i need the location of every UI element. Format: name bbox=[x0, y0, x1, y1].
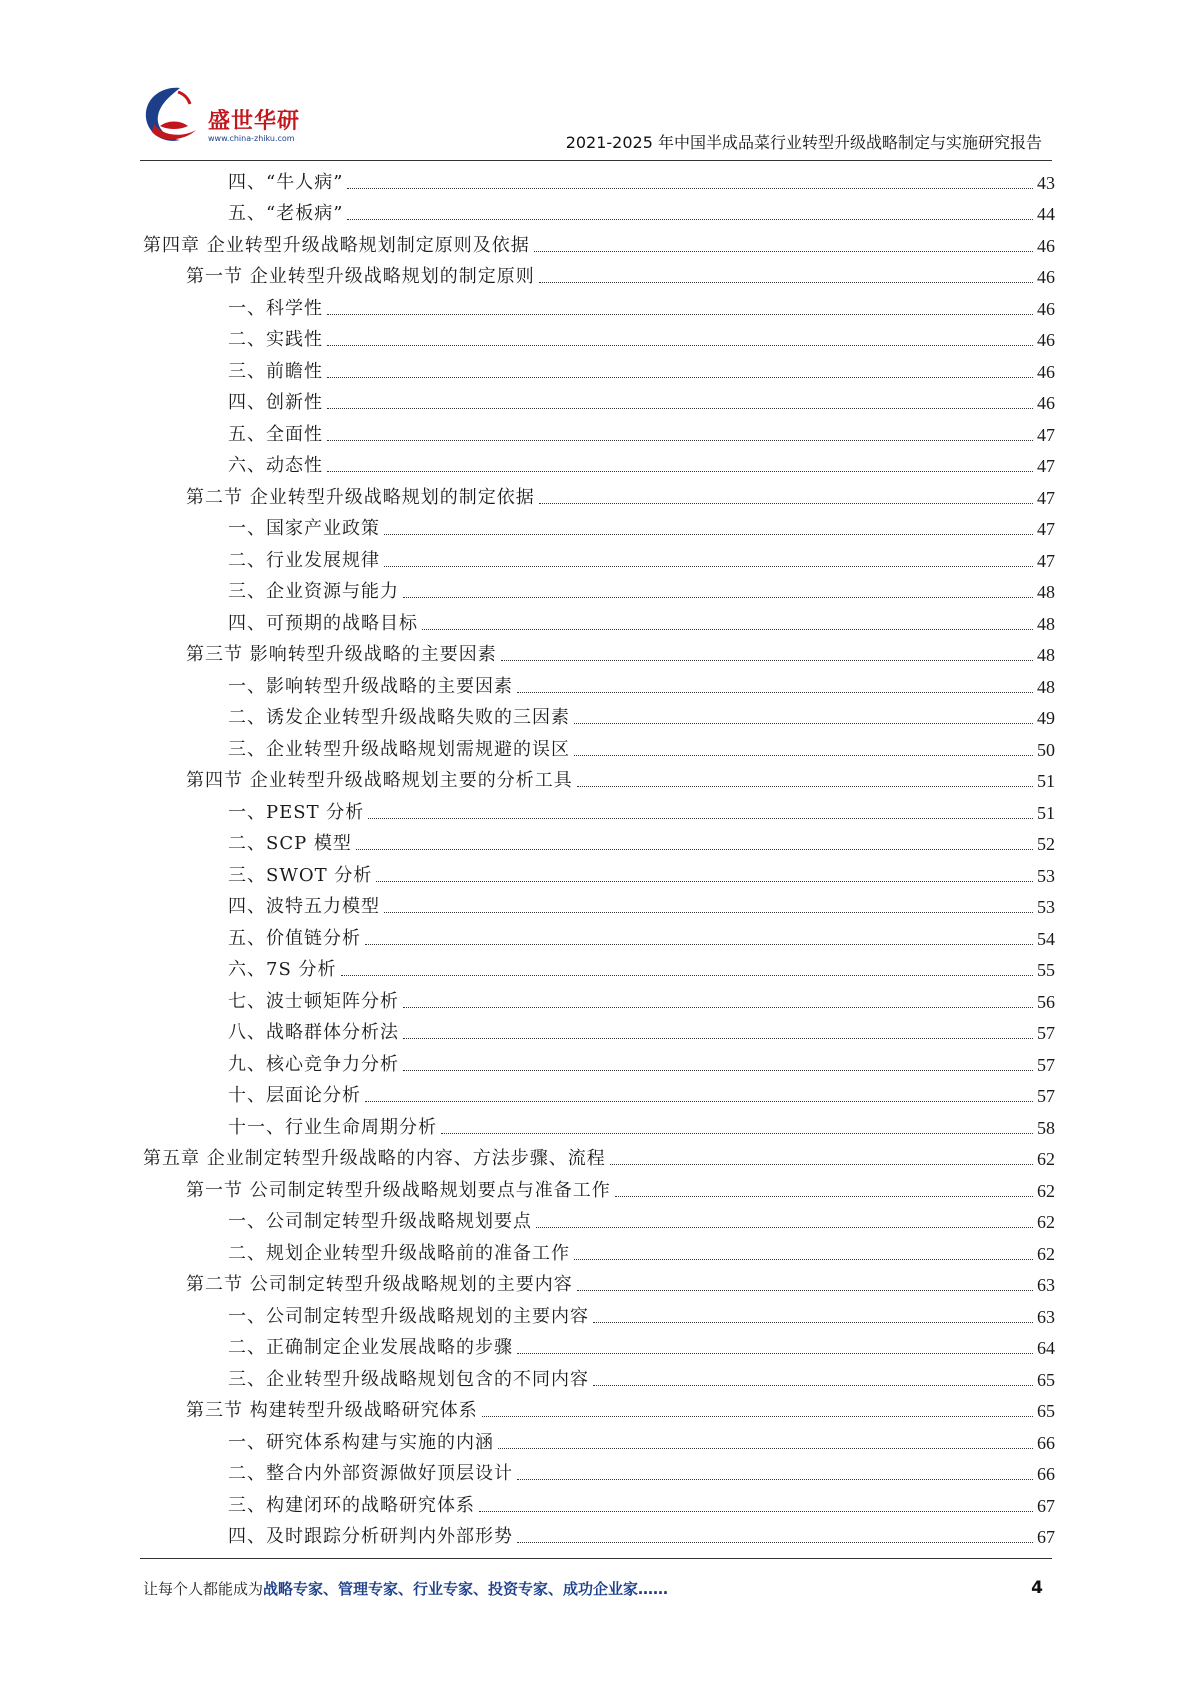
toc-entry[interactable] bbox=[143, 603, 1055, 635]
toc-entry-page: 65 bbox=[1037, 1401, 1055, 1421]
toc-leader-dots bbox=[347, 188, 1033, 189]
toc-entry-title: 三、前瞻性 bbox=[228, 360, 323, 382]
toc-entry-title: 一、国家产业政策 bbox=[228, 518, 380, 539]
toc-entry-title: 六、7S 分析 bbox=[228, 959, 337, 980]
toc-entry-title: 四、波特五力模型 bbox=[228, 896, 380, 917]
toc-leader-dots bbox=[368, 818, 1033, 819]
toc-entry[interactable] bbox=[143, 698, 1055, 730]
toc-leader-dots bbox=[441, 1133, 1033, 1134]
toc-leader-dots bbox=[327, 440, 1033, 441]
toc-leader-dots bbox=[479, 1511, 1033, 1512]
toc-leader-dots bbox=[577, 1290, 1033, 1291]
toc-leader-dots bbox=[574, 755, 1033, 756]
toc-entry[interactable] bbox=[143, 540, 1055, 572]
toc-leader-dots bbox=[577, 786, 1033, 787]
logo-swoosh-icon bbox=[140, 84, 204, 148]
toc-entry[interactable] bbox=[143, 1265, 1055, 1297]
toc-leader-dots bbox=[517, 1542, 1033, 1543]
toc-leader-dots bbox=[327, 471, 1033, 472]
toc-leader-dots bbox=[365, 944, 1033, 945]
toc-leader-dots bbox=[341, 975, 1033, 976]
toc-entry-page: 43 bbox=[1037, 172, 1055, 193]
toc-leader-dots bbox=[356, 849, 1033, 850]
toc-entry[interactable] bbox=[143, 1044, 1055, 1076]
toc-entry-title: 十、层面论分析 bbox=[228, 1085, 361, 1106]
toc-leader-dots bbox=[534, 251, 1033, 252]
toc-entry-title: 一、公司制定转型升级战略规划的主要内容 bbox=[228, 1305, 589, 1327]
toc-entry-page: 66 bbox=[1037, 1432, 1055, 1453]
toc-entry[interactable] bbox=[143, 666, 1055, 698]
toc-entry-title: 四、可预期的战略目标 bbox=[228, 612, 418, 634]
toc-entry[interactable] bbox=[143, 1517, 1055, 1549]
toc-entry-page: 67 bbox=[1037, 1527, 1055, 1547]
toc-leader-dots bbox=[574, 1259, 1033, 1260]
toc-entry-title: 第一节 公司制定转型升级战略规划要点与准备工作 bbox=[186, 1179, 611, 1201]
toc-entry-page: 44 bbox=[1037, 204, 1055, 224]
toc-entry-title: 第三节 构建转型升级战略研究体系 bbox=[186, 1400, 478, 1421]
toc-entry[interactable] bbox=[143, 635, 1055, 667]
toc-leader-dots bbox=[517, 1353, 1033, 1354]
toc-leader-dots bbox=[482, 1416, 1033, 1417]
toc-entry-page: 46 bbox=[1037, 330, 1055, 350]
toc-leader-dots bbox=[422, 629, 1033, 630]
toc-entry-title: 二、行业发展规律 bbox=[228, 549, 380, 571]
toc-entry[interactable] bbox=[143, 1454, 1055, 1486]
toc-entry[interactable] bbox=[143, 1485, 1055, 1517]
toc-entry-page: 48 bbox=[1037, 645, 1055, 665]
page-footer bbox=[143, 1578, 1043, 1602]
toc-entry-page: 53 bbox=[1037, 865, 1055, 886]
toc-entry-page: 46 bbox=[1037, 393, 1055, 413]
toc-entry-page: 48 bbox=[1037, 676, 1055, 697]
toc-leader-dots bbox=[615, 1196, 1033, 1197]
toc-leader-dots bbox=[536, 1227, 1033, 1228]
page-header bbox=[140, 78, 1050, 160]
toc-entry-title: 五、“老板病” bbox=[228, 203, 344, 224]
toc-entry-page: 47 bbox=[1037, 519, 1055, 539]
toc-entry[interactable] bbox=[143, 824, 1055, 856]
toc-leader-dots bbox=[365, 1101, 1033, 1102]
toc-entry-page: 46 bbox=[1037, 298, 1055, 319]
toc-entry[interactable] bbox=[143, 887, 1055, 919]
toc-entry-title: 二、整合内外部资源做好顶层设计 bbox=[228, 1463, 513, 1484]
toc-entry-title: 第三节 影响转型升级战略的主要因素 bbox=[186, 644, 497, 665]
toc-entry-title: 五、全面性 bbox=[228, 423, 323, 445]
toc-entry-title: 二、实践性 bbox=[228, 329, 323, 350]
company-logo bbox=[140, 84, 320, 152]
toc-entry[interactable] bbox=[143, 1107, 1055, 1139]
footer-slogan-lead: 让每个人都能成为 bbox=[143, 1580, 264, 1598]
toc-entry-page: 58 bbox=[1037, 1117, 1055, 1138]
toc-entry-title: 三、企业资源与能力 bbox=[228, 581, 399, 602]
toc-entry-page: 62 bbox=[1037, 1180, 1055, 1201]
toc-leader-dots bbox=[347, 219, 1033, 220]
toc-entry[interactable] bbox=[143, 1202, 1055, 1234]
toc-entry[interactable] bbox=[143, 257, 1055, 289]
toc-entry[interactable] bbox=[143, 855, 1055, 887]
toc-entry[interactable] bbox=[143, 225, 1055, 257]
toc-entry[interactable] bbox=[143, 162, 1055, 194]
toc-entry-page: 48 bbox=[1037, 613, 1055, 634]
toc-entry[interactable] bbox=[143, 1422, 1055, 1454]
toc-entry[interactable] bbox=[143, 383, 1055, 415]
toc-entry[interactable] bbox=[143, 1013, 1055, 1045]
toc-entry-title: 第五章 企业制定转型升级战略的内容、方法步骤、流程 bbox=[143, 1148, 606, 1169]
toc-entry[interactable] bbox=[143, 477, 1055, 509]
toc-entry-title: 第二节 公司制定转型升级战略规划的主要内容 bbox=[186, 1274, 573, 1295]
toc-entry-title: 三、企业转型升级战略规划包含的不同内容 bbox=[228, 1368, 589, 1390]
toc-entry-title: 二、规划企业转型升级战略前的准备工作 bbox=[228, 1242, 570, 1264]
table-of-contents bbox=[143, 162, 1055, 1548]
toc-leader-dots bbox=[403, 597, 1033, 598]
toc-entry-page: 62 bbox=[1037, 1149, 1055, 1169]
toc-entry-title: 十一、行业生命周期分析 bbox=[228, 1116, 437, 1138]
toc-entry[interactable] bbox=[143, 572, 1055, 604]
toc-leader-dots bbox=[327, 314, 1033, 315]
toc-entry-title: 九、核心竞争力分析 bbox=[228, 1053, 399, 1075]
toc-entry[interactable] bbox=[143, 1296, 1055, 1328]
toc-entry-title: 第一节 企业转型升级战略规划的制定原则 bbox=[186, 266, 535, 287]
toc-entry-page: 48 bbox=[1037, 582, 1055, 602]
toc-entry-title: 三、企业转型升级战略规划需规避的误区 bbox=[228, 738, 570, 760]
toc-entry-page: 47 bbox=[1037, 487, 1055, 508]
toc-entry[interactable] bbox=[143, 509, 1055, 541]
toc-entry-page: 65 bbox=[1037, 1369, 1055, 1390]
toc-entry-title: 一、PEST 分析 bbox=[228, 801, 365, 823]
toc-entry-page: 46 bbox=[1037, 361, 1055, 382]
toc-leader-dots bbox=[327, 408, 1033, 409]
toc-entry-title: 八、战略群体分析法 bbox=[228, 1022, 399, 1043]
toc-leader-dots bbox=[517, 1479, 1033, 1480]
toc-leader-dots bbox=[539, 282, 1033, 283]
toc-entry[interactable] bbox=[143, 1170, 1055, 1202]
toc-leader-dots bbox=[593, 1322, 1033, 1323]
toc-entry[interactable] bbox=[143, 351, 1055, 383]
toc-leader-dots bbox=[593, 1385, 1033, 1386]
toc-entry-page: 57 bbox=[1037, 1023, 1055, 1043]
toc-leader-dots bbox=[384, 566, 1033, 567]
toc-entry-page: 57 bbox=[1037, 1086, 1055, 1106]
toc-entry-title: 七、波士顿矩阵分析 bbox=[228, 990, 399, 1012]
toc-entry[interactable] bbox=[143, 792, 1055, 824]
toc-entry[interactable] bbox=[143, 446, 1055, 478]
toc-entry[interactable] bbox=[143, 729, 1055, 761]
toc-entry[interactable] bbox=[143, 918, 1055, 950]
toc-entry[interactable] bbox=[143, 1359, 1055, 1391]
toc-entry-title: 第四章 企业转型升级战略规划制定原则及依据 bbox=[143, 234, 530, 256]
header-divider bbox=[140, 160, 1052, 161]
toc-entry-page: 46 bbox=[1037, 235, 1055, 256]
toc-entry[interactable] bbox=[143, 761, 1055, 793]
toc-entry-page: 51 bbox=[1037, 802, 1055, 823]
toc-leader-dots bbox=[384, 912, 1033, 913]
toc-entry-page: 47 bbox=[1037, 550, 1055, 571]
toc-leader-dots bbox=[610, 1164, 1033, 1165]
toc-leader-dots bbox=[327, 345, 1033, 346]
toc-entry-page: 63 bbox=[1037, 1306, 1055, 1327]
toc-entry-page: 49 bbox=[1037, 708, 1055, 728]
toc-entry-page: 63 bbox=[1037, 1275, 1055, 1295]
toc-entry-title: 第四节 企业转型升级战略规划主要的分析工具 bbox=[186, 770, 573, 791]
toc-entry-page: 55 bbox=[1037, 960, 1055, 980]
toc-entry-title: 二、正确制定企业发展战略的步骤 bbox=[228, 1337, 513, 1358]
toc-entry[interactable] bbox=[143, 1139, 1055, 1171]
toc-entry-title: 四、创新性 bbox=[228, 392, 323, 413]
toc-entry[interactable] bbox=[143, 194, 1055, 226]
toc-entry-page: 56 bbox=[1037, 991, 1055, 1012]
toc-leader-dots bbox=[574, 723, 1033, 724]
toc-entry[interactable] bbox=[143, 950, 1055, 982]
toc-leader-dots bbox=[403, 1038, 1033, 1039]
toc-leader-dots bbox=[517, 692, 1033, 693]
toc-entry-page: 47 bbox=[1037, 456, 1055, 476]
footer-divider bbox=[140, 1558, 1052, 1559]
toc-leader-dots bbox=[498, 1448, 1033, 1449]
toc-entry-page: 64 bbox=[1037, 1338, 1055, 1358]
toc-entry[interactable] bbox=[143, 1391, 1055, 1423]
toc-entry-page: 51 bbox=[1037, 771, 1055, 791]
toc-entry[interactable] bbox=[143, 414, 1055, 446]
toc-leader-dots bbox=[384, 534, 1033, 535]
toc-entry-page: 62 bbox=[1037, 1212, 1055, 1232]
toc-leader-dots bbox=[403, 1070, 1033, 1071]
toc-leader-dots bbox=[327, 377, 1033, 378]
toc-leader-dots bbox=[403, 1007, 1033, 1008]
footer-slogan-highlight: 战略专家、管理专家、行业专家、投资专家、成功企业家…… bbox=[263, 1580, 669, 1598]
toc-entry-title: 一、科学性 bbox=[228, 297, 323, 319]
toc-entry-title: 六、动态性 bbox=[228, 455, 323, 476]
toc-entry[interactable] bbox=[143, 1328, 1055, 1360]
toc-entry-title: 二、SCP 模型 bbox=[228, 833, 352, 854]
toc-entry-page: 50 bbox=[1037, 739, 1055, 760]
toc-entry-title: 第二节 企业转型升级战略规划的制定依据 bbox=[186, 486, 535, 508]
toc-leader-dots bbox=[376, 881, 1033, 882]
toc-entry-page: 57 bbox=[1037, 1054, 1055, 1075]
toc-entry[interactable] bbox=[143, 288, 1055, 320]
toc-entry-title: 四、“牛人病” bbox=[228, 171, 344, 193]
toc-entry-page: 53 bbox=[1037, 897, 1055, 917]
toc-entry-page: 52 bbox=[1037, 834, 1055, 854]
page-number: 4 bbox=[1031, 1578, 1043, 1598]
toc-entry-title: 二、诱发企业转型升级战略失败的三因素 bbox=[228, 707, 570, 728]
logo-url: www.china-zhiku.com bbox=[208, 134, 295, 143]
toc-entry-title: 一、公司制定转型升级战略规划要点 bbox=[228, 1211, 532, 1232]
toc-entry-title: 三、构建闭环的战略研究体系 bbox=[228, 1494, 475, 1516]
toc-entry-title: 一、影响转型升级战略的主要因素 bbox=[228, 675, 513, 697]
logo-name: 盛世华研 bbox=[208, 109, 301, 134]
toc-entry-title: 四、及时跟踪分析研判内外部形势 bbox=[228, 1526, 513, 1547]
toc-leader-dots bbox=[539, 503, 1033, 504]
toc-entry[interactable] bbox=[143, 320, 1055, 352]
toc-entry-page: 46 bbox=[1037, 267, 1055, 287]
toc-entry-page: 54 bbox=[1037, 928, 1055, 949]
toc-entry-title: 三、SWOT 分析 bbox=[228, 864, 373, 886]
toc-entry[interactable] bbox=[143, 1233, 1055, 1265]
toc-entry-title: 一、研究体系构建与实施的内涵 bbox=[228, 1431, 494, 1453]
toc-entry-page: 67 bbox=[1037, 1495, 1055, 1516]
toc-leader-dots bbox=[501, 660, 1033, 661]
toc-entry-page: 47 bbox=[1037, 424, 1055, 445]
toc-entry-title: 五、价值链分析 bbox=[228, 927, 361, 949]
toc-entry-page: 66 bbox=[1037, 1464, 1055, 1484]
toc-entry[interactable] bbox=[143, 981, 1055, 1013]
toc-entry[interactable] bbox=[143, 1076, 1055, 1108]
report-title: 2021-2025 年中国半成品菜行业转型升级战略制定与实施研究报告 bbox=[565, 133, 1042, 152]
toc-entry-page: 62 bbox=[1037, 1243, 1055, 1264]
